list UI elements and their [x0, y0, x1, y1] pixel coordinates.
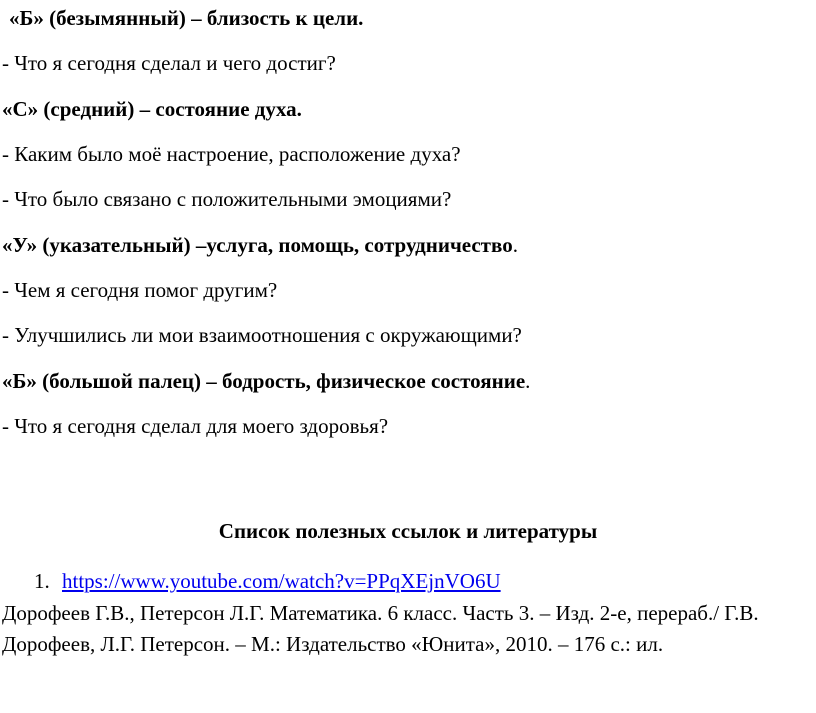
normal-text: - Что я сегодня сделал и чего достиг? [2, 51, 336, 75]
normal-text: - Улучшились ли мои взаимоотношения с окружающими? [2, 323, 522, 347]
normal-text: . [512, 233, 518, 257]
normal-text: - Каким было моё настроение, расположение духа? [2, 142, 461, 166]
normal-text: - Чем я сегодня помог другим? [2, 278, 278, 302]
finger-index-heading [2, 232, 518, 258]
question-emotions [2, 186, 451, 212]
bold-text: «У» (указательный) –услуга, помощь, сотрудничество [2, 233, 513, 257]
bold-text: «С» (средний) – состояние духа. [2, 97, 302, 121]
bold-text: «Б» (безымянный) – близость к цели. [9, 6, 364, 30]
finger-middle-heading [2, 96, 302, 122]
reference-list-item [34, 568, 501, 594]
normal-text: - Что я сегодня сделал для моего здоровья? [2, 414, 389, 438]
bold-text: «Б» (большой палец) – бодрость, физическое состояние [2, 369, 526, 393]
question-achieved [2, 50, 336, 76]
list-number: 1. [34, 569, 50, 593]
question-health [2, 413, 388, 439]
question-relations [2, 322, 522, 348]
book-reference: Дорофеев Г.В., Петерсон Л.Г. Математика. 6 класс. Часть 3. – Изд. 2-е, перераб./ Г.В. Дорофеев, Л.Г. Петерсон. – М.: Издательство «Юнита», 2010. – 176 с.: ил. [2, 601, 759, 656]
finger-ring-heading [9, 5, 363, 31]
normal-text: - Что было связано с положительными эмоциями? [2, 187, 452, 211]
question-mood [2, 141, 461, 167]
finger-thumb-heading [2, 368, 530, 394]
normal-text: . [525, 369, 531, 393]
references-heading: Список полезных ссылок и литературы [218, 519, 598, 543]
question-helped [2, 277, 277, 303]
youtube-link[interactable]: https://www.youtube.com/watch?v=PPqXEjnVO6U [62, 569, 501, 593]
